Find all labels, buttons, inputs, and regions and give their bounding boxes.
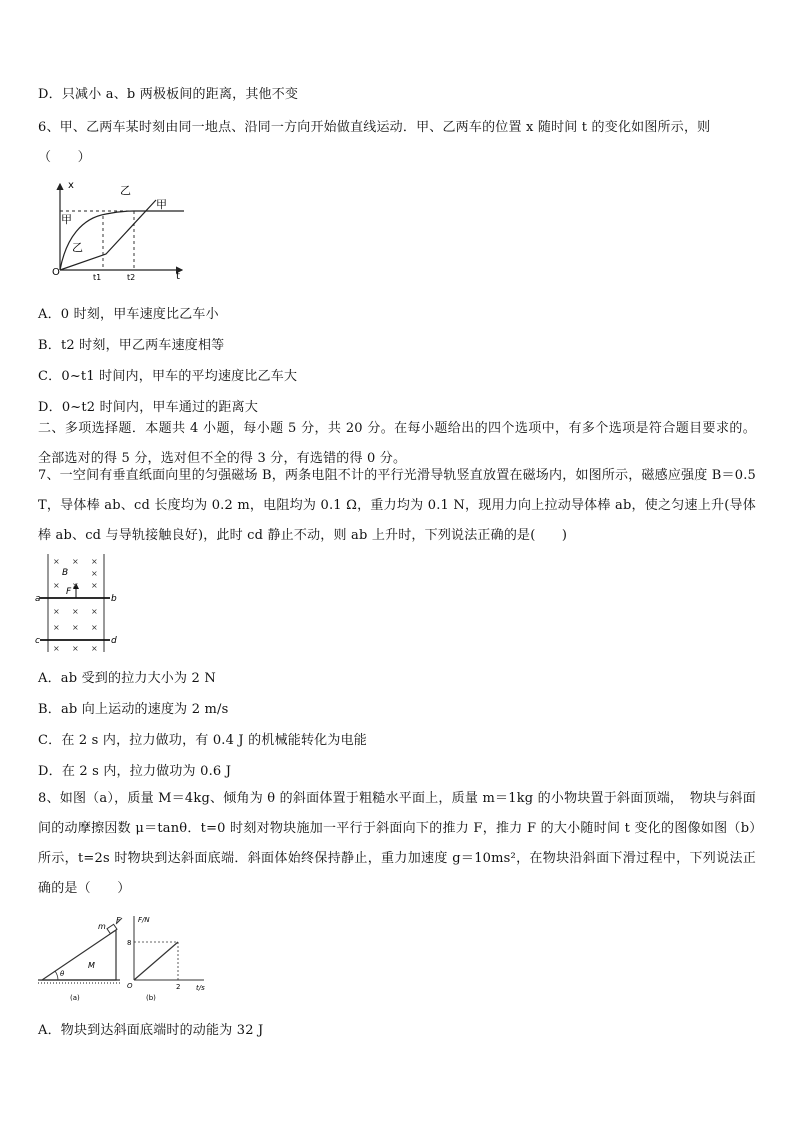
cross: × <box>91 581 98 590</box>
figure-b <box>127 916 205 1002</box>
t-axis-label: t <box>176 271 180 282</box>
force-label-a: F <box>116 916 121 925</box>
label-c: c <box>35 636 40 646</box>
yi-inner-label: 乙 <box>72 241 83 254</box>
f-t-line <box>134 942 178 980</box>
q8-figures <box>36 912 212 1004</box>
q6-stem-line1: 6、甲、乙两车某时刻由同一地点、沿同一方向开始做直线运动．甲、乙两车的位置 x 随时间 t 的变化如图所示，则 <box>38 120 711 135</box>
origin-label: O <box>127 982 133 990</box>
yi-top-label: 乙 <box>120 184 131 197</box>
cross: × <box>53 581 60 590</box>
q6-option-a: A．0 时刻，甲车速度比乙车小 <box>38 307 219 322</box>
cross: × <box>72 644 79 653</box>
q6-position-time-graph <box>48 178 198 283</box>
label-d: d <box>111 636 117 646</box>
cross: × <box>53 623 60 632</box>
cross: × <box>53 607 60 616</box>
incline-mass-label: M <box>88 961 95 970</box>
q8-option-a: A．物块到达斜面底端时的动能为 32 J <box>38 1023 264 1038</box>
cross: × <box>53 557 60 566</box>
t2-label: t2 <box>127 273 136 282</box>
label-a: a <box>35 594 41 604</box>
cross: × <box>91 557 98 566</box>
q5-option-d: D．只减小 a、b 两极板间的距离，其他不变 <box>38 87 299 102</box>
q7-rail-diagram <box>34 552 120 656</box>
t1-label: t1 <box>93 273 102 282</box>
force-label: F <box>66 587 72 597</box>
cross: × <box>72 557 79 566</box>
cross: × <box>72 581 79 590</box>
angle-label: θ <box>60 970 65 978</box>
cross: × <box>91 623 98 632</box>
origin-label: O <box>52 267 60 278</box>
q7-stem: 7、一空间有垂直纸面向里的匀强磁场 B，两条电阻不计的平行光滑导轨竖直放置在磁场内，如图所示，磁感应强度 B＝0.5 T，导体棒 ab、cd 长度均为 0.2 m，电阻均为 0.1 Ω，重力均为 0.1 N，现用力向上拉动导体棒 ab，使之匀速上升(导体棒 ab、cd 与导轨接触良好)，此时 cd 静止不动，则 ab 上升时，下列说法正确的是( ) <box>38 468 756 543</box>
label-b: b <box>111 594 117 604</box>
cross: × <box>72 607 79 616</box>
f-axis-label: F/N <box>138 916 150 924</box>
q7-option-a: A．ab 受到的拉力大小为 2 N <box>38 671 216 686</box>
jia-left-label: 甲 <box>61 213 72 226</box>
q6-option-d: D．0~t2 时间内，甲车通过的距离大 <box>38 400 259 415</box>
cross: × <box>91 644 98 653</box>
y-tick-label: 8 <box>127 939 132 947</box>
cross: × <box>53 644 60 653</box>
x-axis-label: x <box>68 180 74 191</box>
q6-option-b: B．t2 时刻，甲乙两车速度相等 <box>38 338 225 353</box>
cross: × <box>72 623 79 632</box>
q7-option-c: C．在 2 s 内，拉力做功，有 0.4 J 的机械能转化为电能 <box>38 733 367 748</box>
figure-a <box>38 916 122 1002</box>
q7-option-d: D．在 2 s 内，拉力做功为 0.6 J <box>38 764 232 779</box>
caption-a: (a) <box>70 994 80 1002</box>
x-tick-label: 2 <box>176 983 181 991</box>
section2-heading: 二、多项选择题．本题共 4 小题，每小题 5 分，共 20 分。在每小题给出的四个选项中，有多个选项是符合题目要求的。全部选对的得 5 分，选对但不全的得 3 分，有选错的得 0 分。 <box>38 421 756 466</box>
incline-body <box>42 930 116 980</box>
angle-arc <box>55 971 58 980</box>
caption-b: (b) <box>146 994 156 1002</box>
b-field-label: B <box>62 568 69 578</box>
block-mass-label: m <box>98 922 106 931</box>
q6-stem-line2: （ ） <box>38 150 91 165</box>
cross: × <box>91 607 98 616</box>
t-axis-label: t/s <box>196 984 205 992</box>
q7-option-b: B．ab 向上运动的速度为 2 m/s <box>38 702 229 717</box>
q6-option-c: C．0~t1 时间内，甲车的平均速度比乙车大 <box>38 369 298 384</box>
jia-right-label: 甲 <box>156 198 167 211</box>
q8-stem: 8、如图（a），质量 M＝4kg、倾角为 θ 的斜面体置于粗糙水平面上，质量 m＝1kg 的小物块置于斜面顶端， 物块与斜面间的动摩擦因数 μ＝tanθ．t=0 时刻对物块施加一平行于斜面向下的推力 F，推力 F 的大小随时间 t 变化的图像如图（b）所示，t=2s 时物块到达斜面底端．斜面体始终保持静止，重力加速度 g＝10ms²，在物块沿斜面下滑过程中，下列说法正确的是（ ） <box>38 791 756 896</box>
cross: × <box>91 569 98 578</box>
